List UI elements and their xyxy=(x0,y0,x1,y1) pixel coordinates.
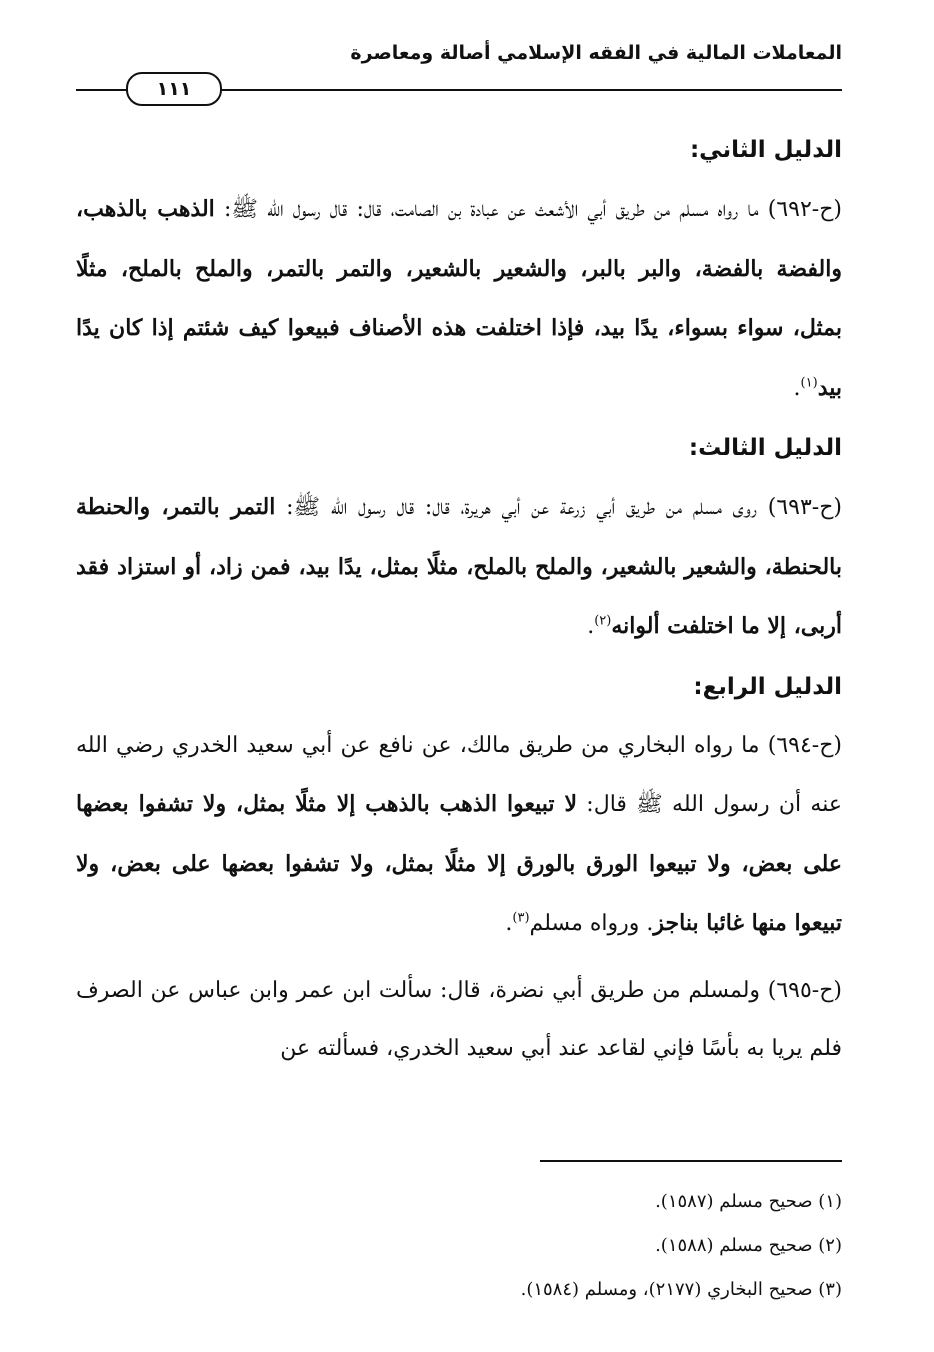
footnotes xyxy=(76,1180,842,1312)
footnote-3: (٣) صحيح البخاري (٢١٧٧)، ومسلم (١٥٨٤). xyxy=(520,1279,842,1300)
section-heading-third-evidence: الدليل الثالث: xyxy=(688,435,842,461)
hadith-692-text: الذهب بالذهب، والفضة بالفضة، والبر بالبر، والشعير بالشعير، والتمر بالتمر، والملح بالملح، مثلًا بمثل، سواء بسواء، يدًا بيد، فإذا اختلفت هذه الأصناف فبيعوا كيف شئتم إذا كان يدًا بيد xyxy=(76,196,842,401)
page-number: ١١١ xyxy=(126,72,222,106)
footnote-ref-2[interactable]: (٢) xyxy=(594,613,612,629)
hadith-692-intro: (ح-٦٩٢) ما رواه مسلم من طريق أبي الأشعث عن عبادة بن الصامت، قال: قال رسول الله ﷺ: xyxy=(214,197,843,222)
hadith-695-paragraph: (ح-٦٩٥) ولمسلم من طريق أبي نضرة، قال: سألت ابن عمر وابن عباس عن الصرف فلم يريا به بأسًا فإني لقاعد عند أبي سعيد الخدري، فسألته عن xyxy=(76,977,842,1061)
footnote-separator xyxy=(540,1160,842,1162)
hadith-694-source: . ورواه مسلم xyxy=(529,911,654,936)
footnote-ref-1[interactable]: (١) xyxy=(800,375,818,391)
hadith-694-intro: (ح-٦٩٤) ما رواه البخاري من طريق مالك، عن نافع عن أبي سعيد الخدري رضي الله عنه أن رسول الله ﷺ قال: xyxy=(76,732,842,817)
section-heading-second-evidence: الدليل الثاني: xyxy=(689,137,842,163)
footnote-1: (١) صحيح مسلم (١٥٨٧). xyxy=(655,1191,842,1212)
hadith-693-paragraph: (ح-٦٩٣) روى مسلم من طريق أبي زرعة عن أبي هريرة، قال: قال رسول الله ﷺ: التمر بالتمر، والحنطة بالحنطة، والشعير بالشعير، والملح بالملح، مثلًا بمثل، يدًا بيد، فمن زاد، أو استزاد فقد أربى، إلا ما اختلفت ألوانه$^{(٢)}$. xyxy=(76,494,842,639)
section-heading-fourth-evidence: الدليل الرابع: xyxy=(693,673,842,700)
running-header-title: المعاملات المالية في الفقه الإسلامي أصالة ومعاصرة xyxy=(350,42,842,64)
page-body xyxy=(76,120,842,1079)
hadith-694-paragraph: (ح-٦٩٤) ما رواه البخاري من طريق مالك، عن نافع عن أبي سعيد الخدري رضي الله عنه أن رسول الله ﷺ قال: لا تبيعوا الذهب بالذهب إلا مثلًا بمثل، ولا تشفوا بعضها على بعض، ولا تبيعوا الورق بالورق إلا مثلًا بمثل، ولا تشفوا بعضها على بعض، ولا تبيعوا منها غائبا بناجز. ورواه مسلم$^{(٣)}$. xyxy=(76,732,842,936)
hadith-692-paragraph: (ح-٦٩٢) ما رواه مسلم من طريق أبي الأشعث عن عبادة بن الصامت، قال: قال رسول الله ﷺ: الذهب بالذهب، والفضة بالفضة، والبر بالبر، والشعير بالشعير، والتمر بالتمر، والملح بالملح، مثلًا بمثل، سواء بسواء، يدًا بيد، فإذا اختلفت هذه الأصناف فبيعوا كيف شئتم إذا كان يدًا بيد$^{(١)}$. xyxy=(76,196,843,401)
hadith-693-text: التمر بالتمر، والحنطة بالحنطة، والشعير بالشعير، والملح بالملح، مثلًا بمثل، يدًا بيد، فمن زاد، أو استزاد فقد أربى، إلا ما اختلفت ألوانه xyxy=(76,494,842,639)
footnote-ref-3[interactable]: (٣) xyxy=(512,910,530,926)
footnote-2: (٢) صحيح مسلم (١٥٨٨). xyxy=(655,1235,842,1256)
hadith-694-text: لا تبيعوا الذهب بالذهب إلا مثلًا بمثل، ولا تشفوا بعضها على بعض، ولا تبيعوا الورق بالورق إلا مثلًا بمثل، ولا تشفوا بعضها على بعض، ولا تبيعوا منها غائبا بناجز xyxy=(76,791,842,936)
hadith-693-intro: (ح-٦٩٣) روى مسلم من طريق أبي زرعة عن أبي هريرة، قال: قال رسول الله ﷺ: xyxy=(275,495,842,520)
